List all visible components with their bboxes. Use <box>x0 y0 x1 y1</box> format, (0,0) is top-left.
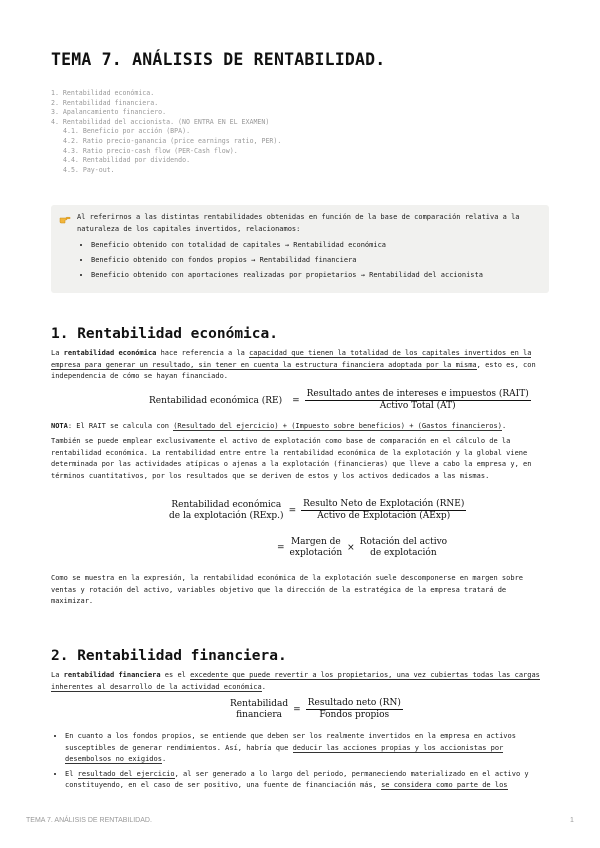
formula-rexp: Rentabilidad económica de la explotación (RExp.) = $\frac{\text{Resulto Neto de Explotación (RNE)}}{\text{Activo de Explotación (AExp)}}$ <box>169 499 465 521</box>
section-heading-1: 1. Rentabilidad económica. <box>51 326 278 342</box>
paragraph: Como se muestra en la expresión, la rentabilidad económica de la explotación suele descomponerse en margen sobre ventas y rotación del activo, variables objetivo que la dirección de la estratégica de la empresa tratará de maximizar. <box>51 574 524 605</box>
pointing-hand-icon <box>59 213 71 225</box>
paragraph: También se puede emplear exclusivamente el activo de explotación como base de comparación en el cálculo de la rentabilidad económica. La rentabilidad entre entre la rentabilidad económica de la explotación y la global viene determinada por las actividades atípicas o ajenas a la explotación (financieras) que lleve a cabo la empresa y, en términos cuantitativos, por los resultados que se deriven de estos y los activos dedicados a las mismas. <box>51 437 532 480</box>
page-number: 1 <box>570 817 574 824</box>
toc-link[interactable]: 3. Apalancamiento financiero. <box>51 108 167 117</box>
toc-link[interactable]: 4.5. Pay-out. <box>63 165 115 174</box>
underlined-text: resultado del ejercicio <box>77 769 175 778</box>
callout-list <box>80 238 483 283</box>
list-item: • En cuanto a los fondos propios, se entiende que deben ser los realmente invertidos en la empresa en activos susceptibles de generar rendimientos. Así, habría que deducir las acciones propias y los accionistas por desembolsos no exigidos. <box>65 731 549 766</box>
footer-title: TEMA 7. ANÁLISIS DE RENTABILIDAD. <box>26 817 152 824</box>
callout-box <box>51 205 549 293</box>
callout-text: Al referirnos a las distintas rentabilidades obtenidas en función de la base de comparación relativa a la naturaleza de los capitales invertidos, relacionamos: <box>77 213 520 233</box>
formula-rf: Rentabilidad financiera = $\frac{\text{Resultado neto (RN)}}{\text{Fondos propios}}$ <box>230 698 401 720</box>
toc-link[interactable]: 4.4. Rentabilidad por dividendo. <box>63 156 191 165</box>
table-of-contents <box>51 89 281 175</box>
formula-re: Rentabilidad económica (RE) = $\frac{\text{Resultado antes de intereses e impuestos (RAIT)}}{\text{Activo Total (AT)}}$ <box>149 389 529 411</box>
page-title: TEMA 7. ANÁLISIS DE RENTABILIDAD. <box>51 50 386 69</box>
list-item: • Beneficio obtenido con totalidad de capitales → Rentabilidad económica <box>91 238 483 253</box>
list-item: • Beneficio obtenido con fondos propios → Rentabilidad financiera <box>91 253 483 268</box>
note: NOTA: El RAIT se calcula con (Resultado del ejercicio) + (Impuesto sobre beneficios) + (Gastos financieros). <box>51 422 507 430</box>
toc-link[interactable]: 4. Rentabilidad del accionista. (NO ENTRA EN EL EXAMEN) <box>51 117 270 126</box>
paragraph: La rentabilidad financiera es el excedente que puede revertir a los propietarios, una vez cubiertas todas las cargas inherentes al desarrollo de la actividad económica. <box>51 671 540 691</box>
bold-term: rentabilidad financiera <box>63 671 161 679</box>
toc-link[interactable]: 4.2. Ratio precio-ganancia (price earnings ratio, PER). <box>63 136 282 145</box>
underlined-text: se considera como parte de los <box>381 781 508 789</box>
underlined-text: (Resultado del ejercicio) + (Impuesto sobre beneficios) + (Gastos financieros) <box>173 422 502 430</box>
paragraph: La rentabilidad económica hace referencia a la capacidad que tienen la totalidad de los capitales invertidos en la empresa para generar un resultado, sin tener en cuenta la estructura financiera adoptada por la misma, esto es, con independencia de cómo se hayan financiado. <box>51 349 536 380</box>
bold-term: rentabilidad económica <box>63 349 157 357</box>
toc-link[interactable]: 2. Rentabilidad financiera. <box>51 98 159 107</box>
underlined-text: excedente que puede revertir a los propietarios, una vez cubiertas todas las cargas inherentes al desarrollo de la actividad económica <box>51 671 540 691</box>
list-item: • El resultado del ejercicio, al ser generado a lo largo del periodo, permaneciendo materializado en el activo y constituyendo, en el caso de ser positivo, una fuente de financiación más, se considera como parte de los <box>65 769 549 792</box>
formula-decomposition: = Margen de explotación × Rotación del activo de explotación <box>277 537 448 558</box>
toc-link[interactable]: 4.3. Ratio precio-cash flow (PER-Cash flow). <box>63 146 238 155</box>
underlined-text: deducir las acciones propias y los accionistas por desembolsos no exigidos <box>65 743 504 763</box>
toc-link[interactable]: 1. Rentabilidad económica. <box>51 89 155 97</box>
bullet-list <box>51 731 549 795</box>
section-heading-2: 2. Rentabilidad financiera. <box>51 648 287 664</box>
underlined-text: capacidad que tienen la totalidad de los capitales invertidos en la empresa para generar un resultado, sin tener en cuenta la estructura financiera adoptada por la misma <box>51 349 532 369</box>
toc-link[interactable]: 4.1. Beneficio por acción (BPA). <box>63 127 191 136</box>
list-item: • Beneficio obtenido con aportaciones realizadas por propietarios → Rentabilidad del accionista <box>91 268 483 283</box>
